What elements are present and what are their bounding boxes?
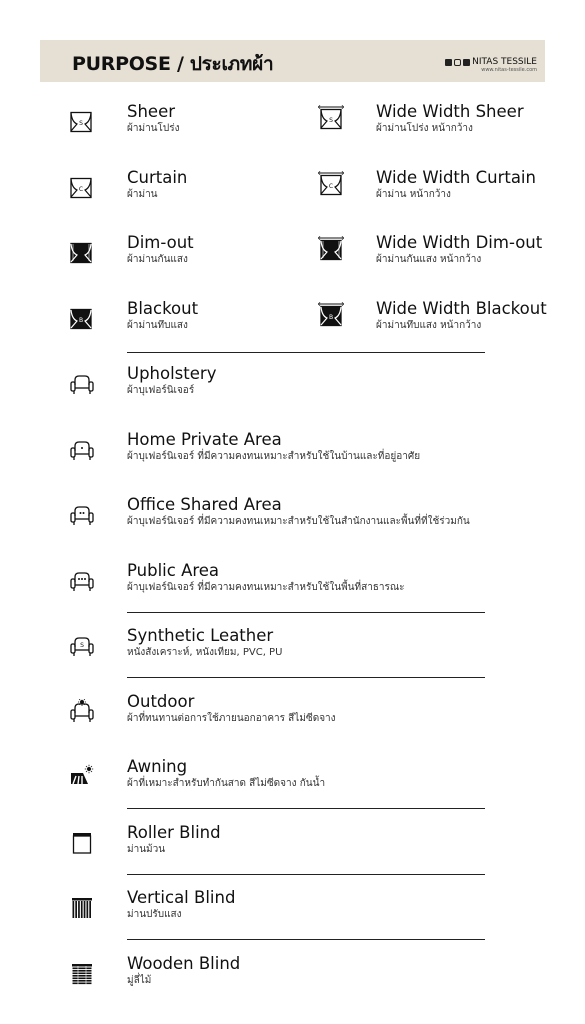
item-name: Dim-out xyxy=(127,233,194,252)
item-name: Roller Blind xyxy=(127,822,221,842)
wooden-blind-icon xyxy=(69,961,95,987)
item-description: ผ้าม่านกันแสง xyxy=(127,254,188,265)
svg-text:S: S xyxy=(329,117,333,124)
section-divider xyxy=(127,677,485,678)
svg-text:B: B xyxy=(78,316,84,324)
section-divider xyxy=(127,874,485,875)
facebook-icon xyxy=(445,59,452,66)
brand-url: www.nitas-tessile.com xyxy=(481,67,537,73)
svg-text:D: D xyxy=(328,248,334,255)
item-description: ผ้าม่านโปร่ง หน้ากว้าง xyxy=(376,123,473,134)
item-description: มู่ลี่ไม้ xyxy=(127,974,152,986)
item-description: ผ้าม่านทึบแสง หน้ากว้าง xyxy=(376,319,482,331)
blackout-curtain-icon xyxy=(68,305,94,331)
curtain-item xyxy=(376,300,547,332)
armchair-icon xyxy=(69,371,95,397)
item-name: Blackout xyxy=(127,298,199,318)
item-name: Awning xyxy=(127,757,188,776)
item-name: Wide Width Dim-out xyxy=(376,233,543,252)
item-description: ผ้าบุเฟอร์นิเจอร์ ที่มีความคงทนเหมาะสำหรับใช้ในบ้านและที่อยู่อาศัย xyxy=(127,450,421,462)
item-name: Wooden Blind xyxy=(127,953,241,973)
wide-blackout-curtain-icon xyxy=(318,302,344,328)
purpose-item xyxy=(127,431,420,463)
armchair-office-icon xyxy=(69,502,95,528)
svg-text:S: S xyxy=(80,642,84,649)
section-divider xyxy=(127,612,485,613)
purpose-item xyxy=(127,889,235,921)
item-name: Outdoor xyxy=(127,691,195,711)
sheer-curtain-icon xyxy=(68,108,94,134)
item-name: Public Area xyxy=(127,560,220,580)
item-name: Wide Width Curtain xyxy=(376,167,536,187)
curtain-icon xyxy=(68,174,94,200)
outdoor-armchair-sun-icon xyxy=(69,699,95,725)
purpose-item xyxy=(127,496,470,528)
curtain-item xyxy=(127,234,194,266)
section-divider xyxy=(127,808,485,809)
item-description: หนังสังเคราะห์, หนังเทียม, PVC, PU xyxy=(127,647,283,658)
item-description: ม่านปรับแสง xyxy=(127,909,182,920)
purpose-item xyxy=(127,365,216,397)
purpose-item xyxy=(127,693,336,725)
purpose-item xyxy=(127,955,240,987)
purpose-item xyxy=(127,562,405,594)
svg-text:D: D xyxy=(78,251,84,258)
item-name: Office Shared Area xyxy=(127,495,282,514)
item-name: Synthetic Leather xyxy=(127,626,274,645)
page-title: PURPOSE / ประเภทผ้า xyxy=(72,53,274,75)
armchair-public-icon xyxy=(69,568,95,594)
svg-text:C: C xyxy=(328,182,334,190)
curtain-item xyxy=(376,234,542,266)
item-name: Vertical Blind xyxy=(127,888,236,907)
dimout-curtain-icon xyxy=(68,239,94,265)
header-banner xyxy=(40,40,545,82)
item-name: Curtain xyxy=(127,167,188,187)
curtain-item xyxy=(127,300,198,332)
wide-sheer-curtain-icon xyxy=(318,105,344,131)
item-description: ผ้าม่าน xyxy=(127,188,158,200)
item-description: ผ้าบุเฟอร์นิเจอร์ ที่มีความคงทนเหมาะสำหรับใช้ในพื้นที่สาธารณะ xyxy=(127,581,405,593)
wide-dimout-curtain-icon xyxy=(318,236,344,262)
svg-text:C: C xyxy=(78,185,84,193)
curtain-item xyxy=(376,169,536,201)
brand-logo xyxy=(445,57,537,73)
roller-blind-icon xyxy=(69,830,95,856)
curtain-item xyxy=(376,103,524,135)
item-description: ผ้าม่านกันแสง หน้ากว้าง xyxy=(376,254,482,265)
armchair-home-icon xyxy=(69,437,95,463)
armchair-synthetic-leather-icon xyxy=(69,633,95,659)
item-description: ผ้าที่เหมาะสำหรับทำกันสาด สีไม่ซีดจาง กันน้ำ xyxy=(127,778,326,789)
item-description: ผ้าม่านโปร่ง xyxy=(127,123,180,134)
section-divider xyxy=(127,939,485,940)
item-description: ม่านม้วน xyxy=(127,843,166,855)
item-name: Upholstery xyxy=(127,364,217,383)
svg-text:S: S xyxy=(79,120,83,127)
item-name: Wide Width Sheer xyxy=(376,102,524,121)
svg-text:B: B xyxy=(328,313,334,321)
item-name: Sheer xyxy=(127,102,176,121)
purpose-item xyxy=(127,824,221,856)
item-name: Wide Width Blackout xyxy=(376,298,547,318)
purpose-item xyxy=(127,627,282,659)
brand-name: NITAS TESSILE xyxy=(472,57,537,67)
item-description: ผ้าม่าน หน้ากว้าง xyxy=(376,188,451,200)
item-description: ผ้าม่านทึบแสง xyxy=(127,319,188,331)
instagram-icon xyxy=(454,59,461,66)
item-name: Home Private Area xyxy=(127,429,282,449)
vertical-blind-icon xyxy=(69,895,95,921)
curtain-item xyxy=(127,169,187,201)
item-description: ผ้าบุเฟอร์นิเจอร์ ที่มีความคงทนเหมาะสำหรับใช้ในสำนักงานและพื้นที่ที่ใช้ร่วมกัน xyxy=(127,516,470,527)
wide-curtain-icon xyxy=(318,171,344,197)
youtube-icon xyxy=(463,59,470,66)
awning-sun-icon xyxy=(69,764,95,790)
curtain-item xyxy=(127,103,180,135)
item-description: ผ้าที่ทนทานต่อการใช้ภายนอกอาคาร สีไม่ซีดจาง xyxy=(127,712,336,724)
item-description: ผ้าบุเฟอร์นิเจอร์ xyxy=(127,385,195,396)
purpose-item xyxy=(127,758,325,790)
section-divider xyxy=(127,352,485,353)
